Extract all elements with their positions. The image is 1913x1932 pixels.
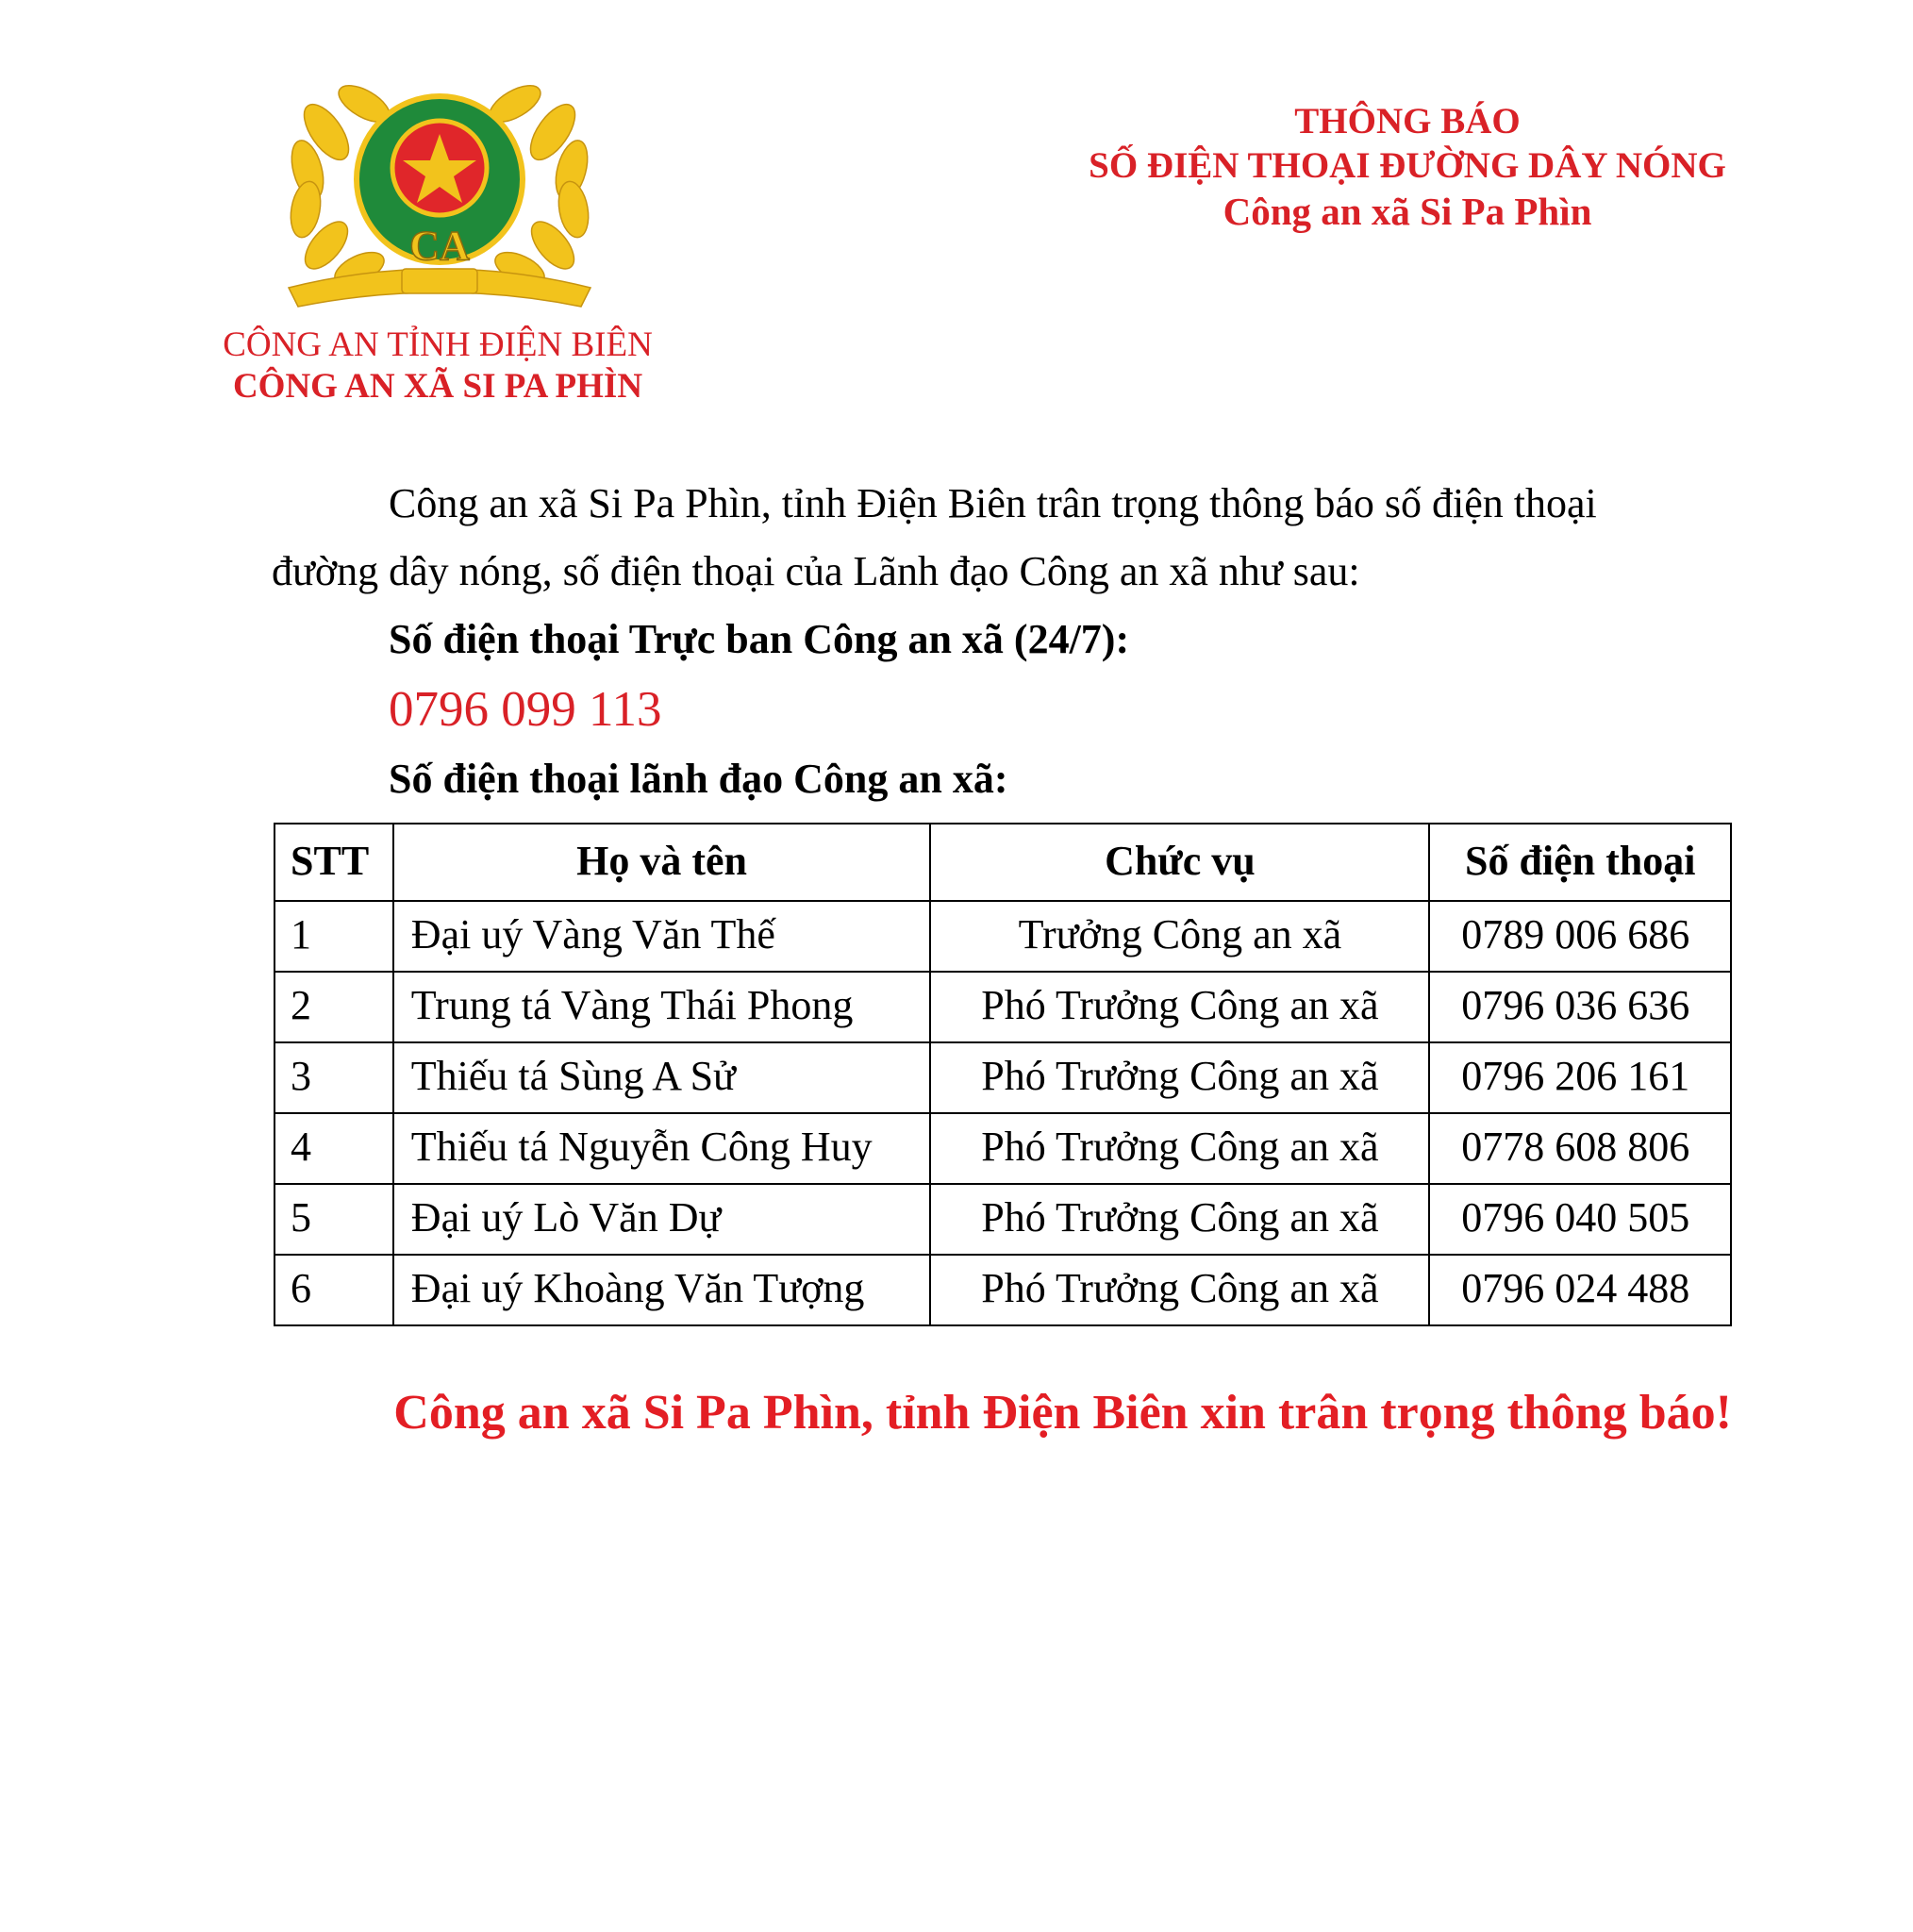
row-name: Thiếu tá Sùng A Sử bbox=[393, 1042, 931, 1113]
row-position: Phó Trưởng Công an xã bbox=[930, 972, 1429, 1042]
row-phone: 0778 608 806 bbox=[1429, 1113, 1731, 1184]
row-phone: 0796 040 505 bbox=[1429, 1184, 1731, 1255]
row-phone: 0796 024 488 bbox=[1429, 1255, 1731, 1325]
table-row bbox=[274, 1113, 1731, 1184]
table-row bbox=[274, 972, 1731, 1042]
table-row bbox=[274, 1255, 1731, 1325]
notice-title: THÔNG BÁO bbox=[1294, 101, 1521, 142]
row-position: Phó Trưởng Công an xã bbox=[930, 1184, 1429, 1255]
row-position: Phó Trưởng Công an xã bbox=[930, 1255, 1429, 1325]
table-row bbox=[274, 1184, 1731, 1255]
row-stt: 3 bbox=[274, 1042, 393, 1113]
row-stt: 1 bbox=[274, 901, 393, 972]
row-name: Trung tá Vàng Thái Phong bbox=[393, 972, 931, 1042]
header-phone: Số điện thoại bbox=[1429, 824, 1731, 901]
row-stt: 5 bbox=[274, 1184, 393, 1255]
police-emblem-icon bbox=[270, 66, 609, 321]
header-position: Chức vụ bbox=[930, 824, 1429, 901]
notice-unit: Công an xã Si Pa Phìn bbox=[1223, 190, 1592, 233]
leaders-table bbox=[274, 823, 1732, 1326]
closing-statement: Công an xã Si Pa Phìn, tỉnh Điện Biên xin trân trọng thông báo! bbox=[393, 1386, 1732, 1440]
hotline-label: Số điện thoại Trực ban Công an xã (24/7): bbox=[389, 616, 1130, 662]
header-name: Họ và tên bbox=[393, 824, 931, 901]
row-name: Đại uý Vàng Văn Thế bbox=[393, 901, 931, 972]
svg-text:CA: CA bbox=[409, 223, 470, 269]
row-name: Thiếu tá Nguyễn Công Huy bbox=[393, 1113, 931, 1184]
row-stt: 6 bbox=[274, 1255, 393, 1325]
row-position: Phó Trưởng Công an xã bbox=[930, 1113, 1429, 1184]
table-row bbox=[274, 901, 1731, 972]
row-name: Đại uý Khoàng Văn Tượng bbox=[393, 1255, 931, 1325]
row-name: Đại uý Lò Văn Dự bbox=[393, 1184, 931, 1255]
row-position: Trưởng Công an xã bbox=[930, 901, 1429, 972]
notice-subtitle: SỐ ĐIỆN THOẠI ĐƯỜNG DÂY NÓNG bbox=[1089, 145, 1726, 186]
row-phone: 0796 036 636 bbox=[1429, 972, 1731, 1042]
row-phone: 0789 006 686 bbox=[1429, 901, 1731, 972]
header-stt: STT bbox=[274, 824, 393, 901]
table-row bbox=[274, 1042, 1731, 1113]
row-stt: 2 bbox=[274, 972, 393, 1042]
row-stt: 4 bbox=[274, 1113, 393, 1184]
table-header-row bbox=[274, 824, 1731, 901]
intro-paragraph-line-2: đường dây nóng, số điện thoại của Lãnh đạo Công an xã như sau: bbox=[272, 548, 1360, 594]
org-line-province: CÔNG AN TỈNH ĐIỆN BIÊN bbox=[223, 325, 653, 364]
row-position: Phó Trưởng Công an xã bbox=[930, 1042, 1429, 1113]
row-phone: 0796 206 161 bbox=[1429, 1042, 1731, 1113]
leaders-label: Số điện thoại lãnh đạo Công an xã: bbox=[389, 756, 1008, 802]
org-line-commune: CÔNG AN XÃ SI PA PHÌN bbox=[232, 367, 643, 406]
intro-paragraph-line-1: Công an xã Si Pa Phìn, tỉnh Điện Biên trân trọng thông báo số điện thoại bbox=[389, 480, 1597, 526]
hotline-number: 0796 099 113 bbox=[389, 682, 662, 737]
